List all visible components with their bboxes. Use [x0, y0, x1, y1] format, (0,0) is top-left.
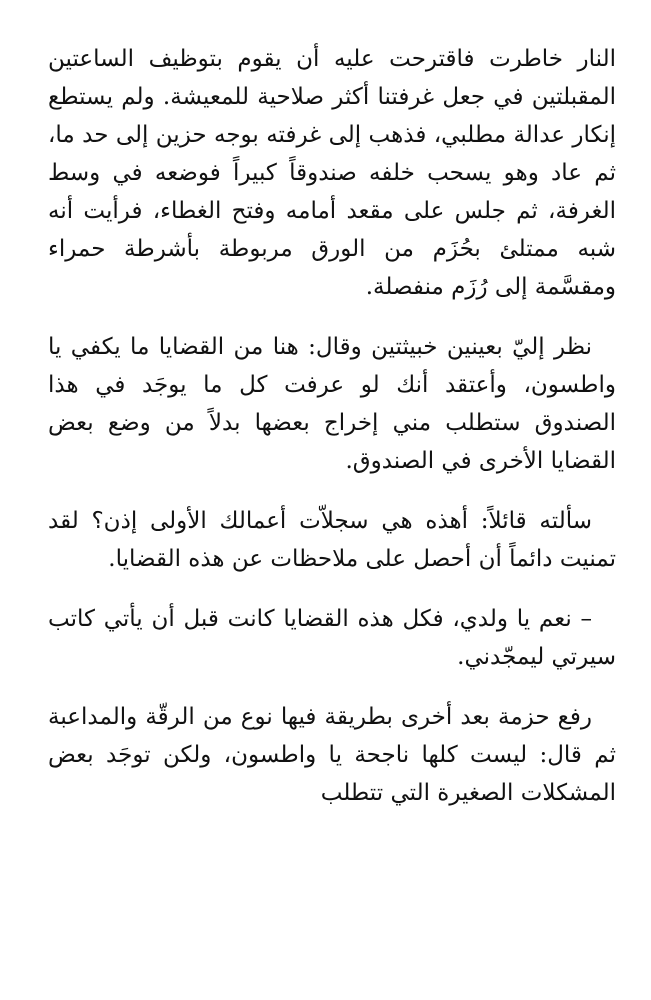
paragraph-1: النار خاطرت فاقترحت عليه أن يقوم بتوظيف الساعتين المقبلتين في جعل غرفتنا أكثر صلاحية للمعيشة. ولم يستطع إنكار عدالة مطلبي، فذهب إلى غرفته بوجه حزين إلى حد ما، ثم عاد وهو يسحب خلفه صندوقاً كبيراً فوضعه في وسط الغرفة، ثم جلس على مقعد أمامه وفتح الغطاء، فرأيت أنه شبه ممتلئ بحُزَم من الورق مربوطة بأشرطة حمراء ومقسَّمة إلى رُزَم منفصلة. — [48, 46, 616, 300]
paragraph-5: رفع حزمة بعد أخرى بطريقة فيها نوع من الرقّة والمداعبة ثم قال: ليست كلها ناجحة يا واطسون، ولكن توجَد بعض المشكلات الصغيرة التي تتطلب — [48, 704, 616, 806]
paragraph-3: سألته قائلاً: أهذه هي سجلاّت أعمالك الأولى إذن؟ لقد تمنيت دائماً أن أحصل على ملاحظات عن هذه القضايا. — [48, 508, 616, 572]
book-page — [48, 40, 616, 834]
paragraph-2: نظر إليّ بعينين خبيثتين وقال: هنا من القضايا ما يكفي يا واطسون، وأعتقد أنك لو عرفت كل ما يوجَد في هذا الصندوق ستطلب مني إخراج بعضها بدلاً من وضع بعض القضايا الأخرى في الصندوق. — [48, 334, 616, 474]
paragraph-4: – نعم يا ولدي، فكل هذه القضايا كانت قبل أن يأتي كاتب سيرتي ليمجّدني. — [48, 606, 616, 670]
